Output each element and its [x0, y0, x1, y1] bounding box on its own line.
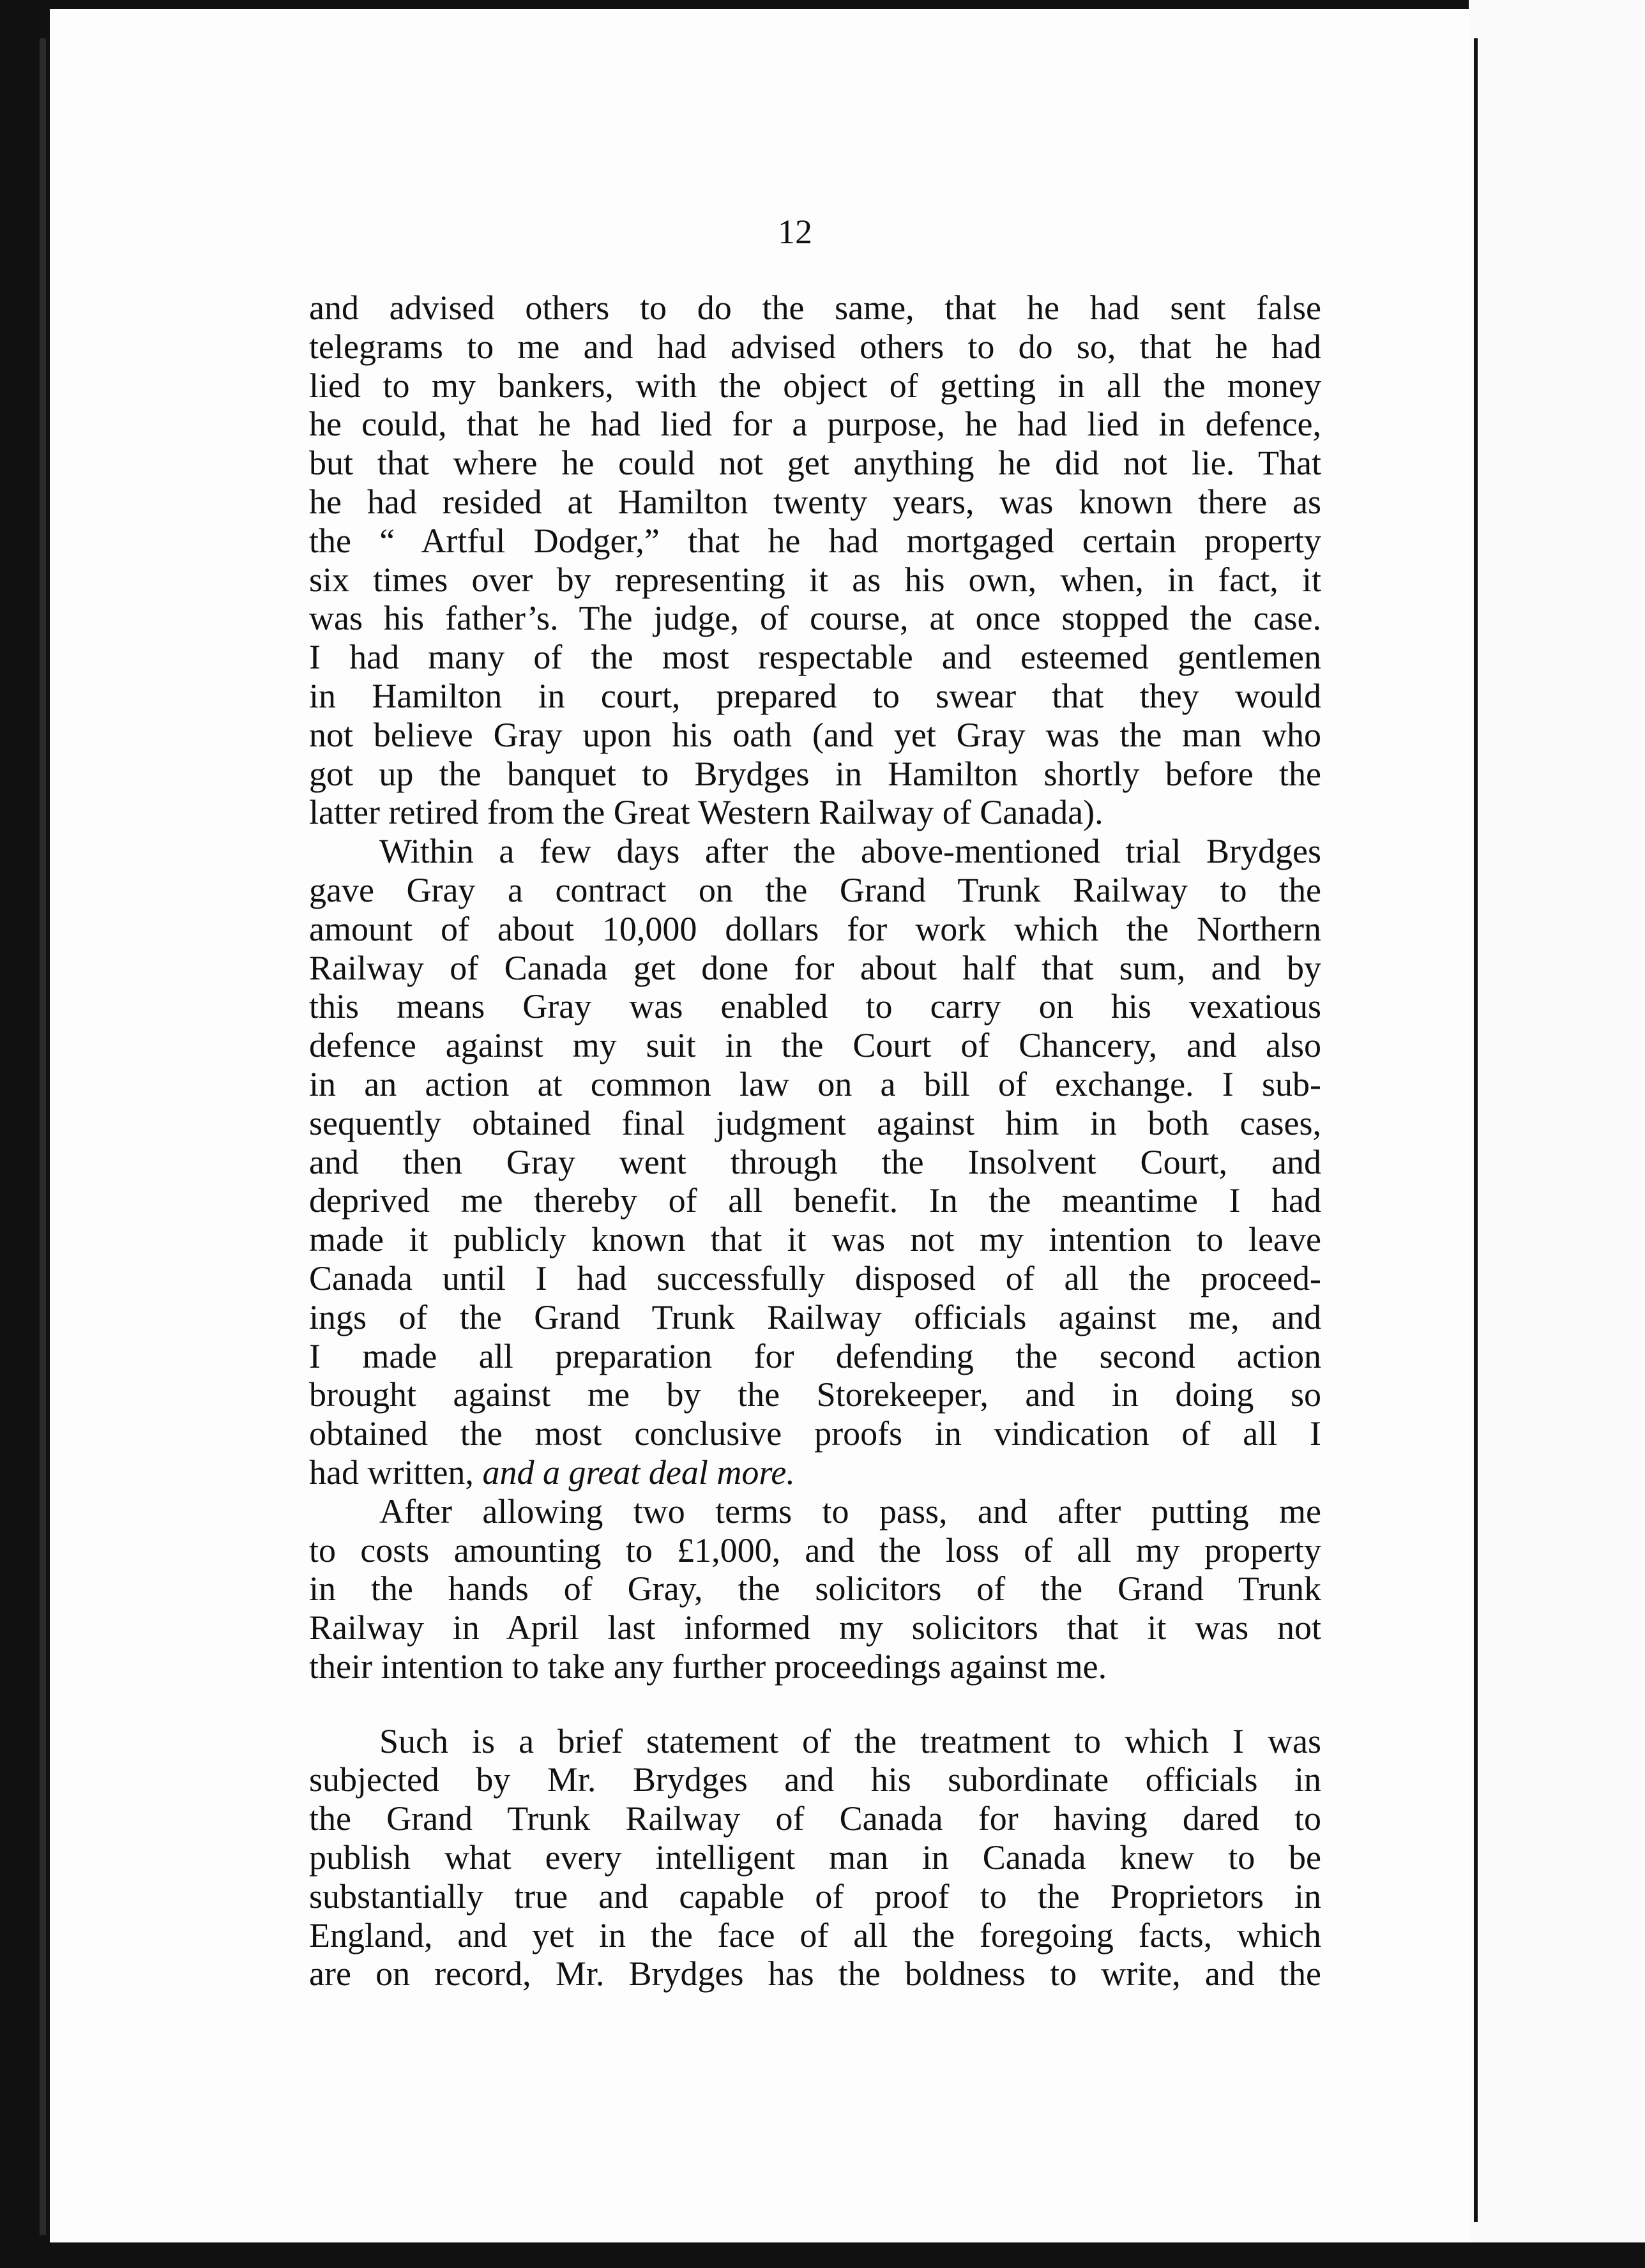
text-line: brought against me by the Storekeeper, and in doing so: [309, 1375, 1321, 1414]
text-line: gave Gray a contract on the Grand Trunk Railway to the: [309, 870, 1321, 909]
paragraph-gap: [309, 1686, 1321, 1722]
text-line: to costs amounting to £1,000, and the loss of all my property: [309, 1531, 1321, 1569]
facing-page-margin: [1469, 0, 1645, 2268]
text-line: subjected by Mr. Brydges and his subordinate officials in: [309, 1760, 1321, 1799]
text-line: deprived me thereby of all benefit. In the meantime I had: [309, 1181, 1321, 1220]
text-line: got up the banquet to Brydges in Hamilton shortly before the: [309, 754, 1321, 793]
text-line: made it publicly known that it was not my intention to leave: [309, 1220, 1321, 1259]
text-line-final: [309, 1453, 1321, 1492]
text-line: not believe Gray upon his oath (and yet Gray was the man who: [309, 715, 1321, 754]
text-line: defence against my suit in the Court of Chancery, and also: [309, 1026, 1321, 1065]
text-line: Canada until I had successfully disposed of all the proceed-: [309, 1259, 1321, 1297]
text-line: was his father’s. The judge, of course, at once stopped the case.: [309, 599, 1321, 638]
facing-page-rule: [1474, 38, 1478, 2222]
paragraph-1: [309, 289, 1321, 832]
text-line: I had many of the most respectable and esteemed gentlemen: [309, 638, 1321, 677]
text-line: in the hands of Gray, the solicitors of the Grand Trunk: [309, 1569, 1321, 1608]
text-line: obtained the most conclusive proofs in vindication of all I: [309, 1414, 1321, 1453]
text-line: amount of about 10,000 dollars for work which the Northern: [309, 909, 1321, 948]
text-line: and advised others to do the same, that he had sent false: [309, 289, 1321, 327]
text-line: sequently obtained final judgment against him in both cases,: [309, 1103, 1321, 1142]
text-line: Such is a brief statement of the treatment to which I was: [379, 1721, 1321, 1760]
text-line: telegrams to me and had advised others to do so, that he had: [309, 327, 1321, 366]
text-line: publish what every intelligent man in Canada knew to be: [309, 1838, 1321, 1877]
text-line: Within a few days after the above-mentioned trial Brydges: [379, 832, 1321, 871]
italic-emphasis: and a great deal more.: [482, 1453, 795, 1492]
text-line: the Grand Trunk Railway of Canada for having dared to: [309, 1799, 1321, 1838]
text-line: their intention to take any further proceedings against me.: [309, 1647, 1107, 1686]
binding-edge: [40, 38, 46, 2235]
text-line: I made all preparation for defending the second action: [309, 1336, 1321, 1375]
text-line: substantially true and capable of proof to the Proprietors in: [309, 1877, 1321, 1916]
page-number: 12: [778, 213, 812, 251]
text-line: six times over by representing it as his own, when, in fact, it: [309, 560, 1321, 599]
text-line: in Hamilton in court, prepared to swear that they would: [309, 676, 1321, 715]
text-line: he had resided at Hamilton twenty years, was known there as: [309, 482, 1321, 521]
text-line: lied to my bankers, with the object of getting in all the money: [309, 366, 1321, 405]
paragraph-3: [309, 1492, 1321, 1686]
text-line: After allowing two terms to pass, and after putting me: [379, 1492, 1321, 1531]
text-line: but that where he could not get anything he did not lie. That: [309, 444, 1321, 483]
text-line: the “ Artful Dodger,” that he had mortgaged certain property: [309, 521, 1321, 560]
text-line: England, and yet in the face of all the foregoing facts, which: [309, 1916, 1321, 1954]
paragraph-4: [309, 1722, 1321, 1994]
text-line: Railway of Canada get done for about half that sum, and by: [309, 948, 1321, 987]
text-line: are on record, Mr. Brydges has the boldness to write, and the: [309, 1954, 1321, 1993]
text-line: and then Gray went through the Insolvent Court, and: [309, 1142, 1321, 1181]
text-run: had written,: [309, 1453, 483, 1492]
body-text: [309, 289, 1321, 1993]
text-line: in an action at common law on a bill of exchange. I sub-: [309, 1064, 1321, 1103]
text-line: ings of the Grand Trunk Railway officials against me, and: [309, 1297, 1321, 1336]
text-line: latter retired from the Great Western Railway of Canada).: [309, 793, 1103, 832]
paragraph-2: [309, 832, 1321, 1492]
text-line: he could, that he had lied for a purpose, he had lied in defence,: [309, 405, 1321, 444]
text-line: this means Gray was enabled to carry on his vexatious: [309, 987, 1321, 1026]
text-line: Railway in April last informed my solicitors that it was not: [309, 1608, 1321, 1647]
scan-bottom-band: [0, 2242, 1645, 2268]
